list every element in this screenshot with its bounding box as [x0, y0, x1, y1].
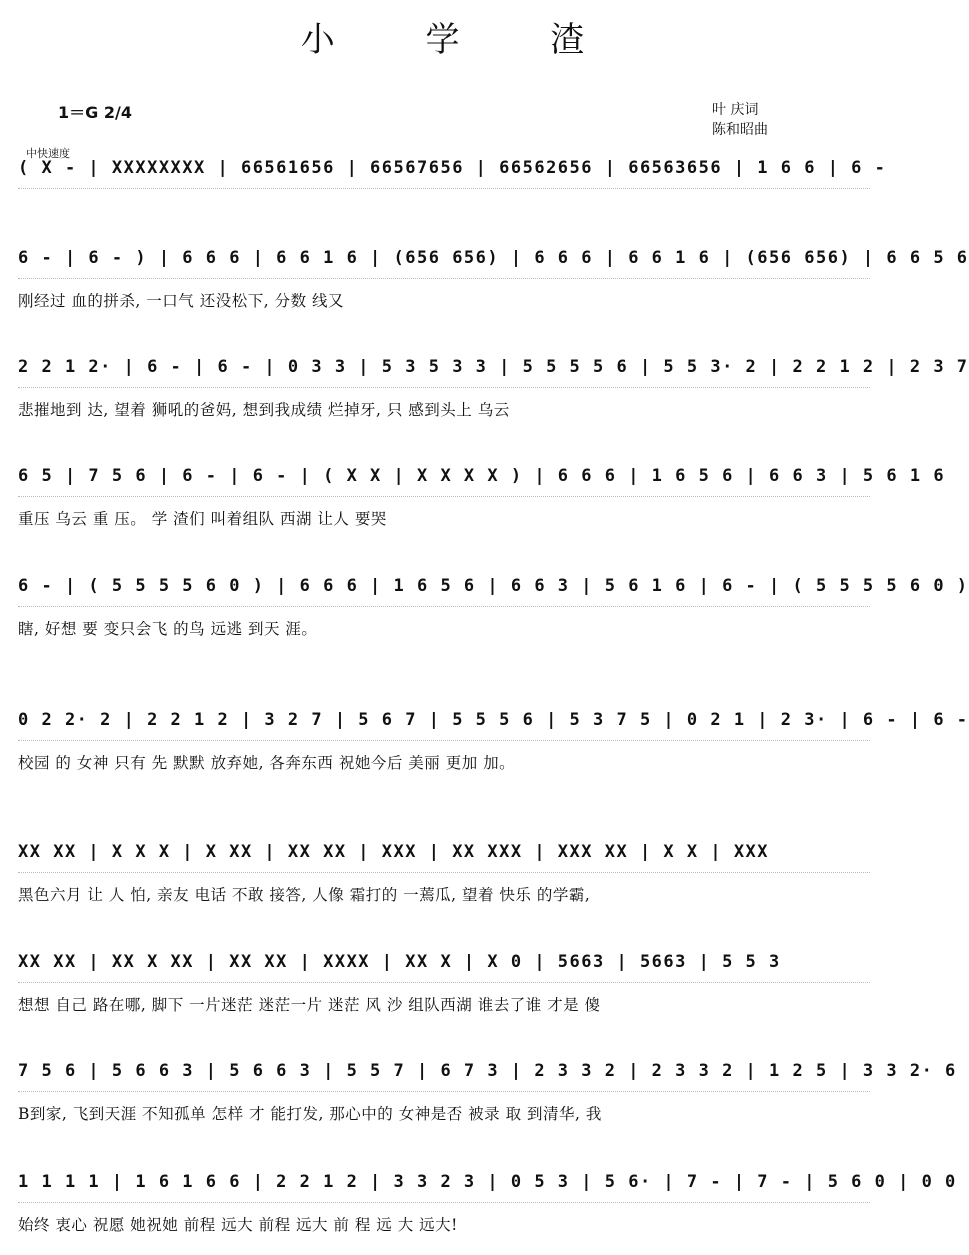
lyrics-line: 瞎, 好想 要 变只会飞 的鸟 远逃 到天 涯。	[18, 620, 318, 638]
score-system	[18, 466, 946, 531]
notation-line: 7 5 6 | 5 6 6 3 | 5 6 6 3 | 5 5 7 | 6 7 3 | 2 3 3 2 | 2 3 3 2 | 1 2 5 | 3 3 2· 6	[18, 1061, 870, 1092]
score-system	[18, 1172, 957, 1237]
lyrics-line: 黑色六月 让 人 怕, 亲友 电话 不敢 接答, 人像 霜打的 一蔫瓜, 望着 快乐 的学霸,	[18, 886, 591, 904]
notation-line: ( X - | XXXXXXXX | 66561656 | 66567656 | 66562656 | 66563656 | 1 6 6 | 6 -	[18, 158, 870, 189]
notation-line: 2 2 1 2· | 6 - | 6 - | 0 3 3 | 5 3 5 3 3 | 5 5 5 5 6 | 5 5 3· 2 | 2 2 1 2 | 2 3 7	[18, 357, 870, 388]
lyrics-line: 校园 的 女神 只有 先 默默 放弃她, 各奔东西 祝她今后 美丽 更加 加。	[18, 754, 516, 772]
score-system	[18, 1061, 957, 1126]
lyrics-line: 刚经过 血的拼杀, 一口气 还没松下, 分数 线又	[18, 292, 344, 310]
lyrics-line: 重压 乌云 重 压。 学 渣们 叫着组队 西湖 让人 要哭	[18, 510, 387, 528]
lyrics-line: 悲摧地到 达, 望着 狮吼的爸妈, 想到我成绩 烂掉牙, 只 感到头上 乌云	[18, 401, 510, 419]
score-system	[18, 952, 870, 1017]
score-system	[18, 248, 969, 313]
key-signature: 1＝G 2/4	[58, 103, 132, 122]
notation-line: XX XX | X X X | X XX | XX XX | XXX | XX XXX | XXX XX | X X | XXX	[18, 842, 870, 873]
credits	[712, 100, 768, 140]
score-system	[18, 158, 887, 223]
notation-line: 6 - | ( 5 5 5 5 6 0 ) | 6 6 6 | 1 6 5 6 | 6 6 3 | 5 6 1 6 | 6 - | ( 5 5 5 5 6 0 )	[18, 576, 870, 607]
tempo-marking: 中快速度	[26, 147, 70, 160]
song-title: 小 学 渣	[300, 20, 625, 60]
lyrics-line: 想想 自己 路在哪, 脚下 一片迷茫 迷茫一片 迷茫 风 沙 组队西湖 谁去了谁 才是 傻	[18, 996, 601, 1014]
notation-line: 6 - | 6 - ) | 6 6 6 | 6 6 1 6 | (656 656) | 6 6 6 | 6 6 1 6 | (656 656) | 6 6 5 6	[18, 248, 870, 279]
score-system	[18, 357, 969, 422]
notation-line: XX XX | XX X XX | XX XX | XXXX | XX X | X 0 | 5663 | 5663 | 5 5 3	[18, 952, 870, 983]
notation-line: 6 5 | 7 5 6 | 6 - | 6 - | ( X X | X X X X ) | 6 6 6 | 1 6 5 6 | 6 6 3 | 5 6 1 6	[18, 466, 870, 497]
lyricist: 叶 庆词	[712, 102, 759, 118]
lyrics-line	[18, 199, 870, 223]
lyrics-line: 始终 衷心 祝愿 她祝她 前程 远大 前程 远大 前 程 远 大 远大!	[18, 1216, 458, 1234]
notation-line: 0 2 2· 2 | 2 2 1 2 | 3 2 7 | 5 6 7 | 5 5 5 6 | 5 3 7 5 | 0 2 1 | 2 3· | 6 - | 6 -	[18, 710, 870, 741]
score-system	[18, 576, 969, 641]
composer: 陈和昭曲	[712, 122, 768, 138]
notation-line: 1 1 1 1 | 1 6 1 6 6 | 2 2 1 2 | 3 3 2 3 | 0 5 3 | 5 6· | 7 - | 7 - | 5 6 0 | 0 0	[18, 1172, 870, 1203]
score-system	[18, 710, 969, 775]
lyrics-line: B到家, 飞到天涯 不知孤单 怎样 才 能打发, 那心中的 女神是否 被录 取 到清华, 我	[18, 1105, 602, 1123]
score-system	[18, 842, 870, 907]
